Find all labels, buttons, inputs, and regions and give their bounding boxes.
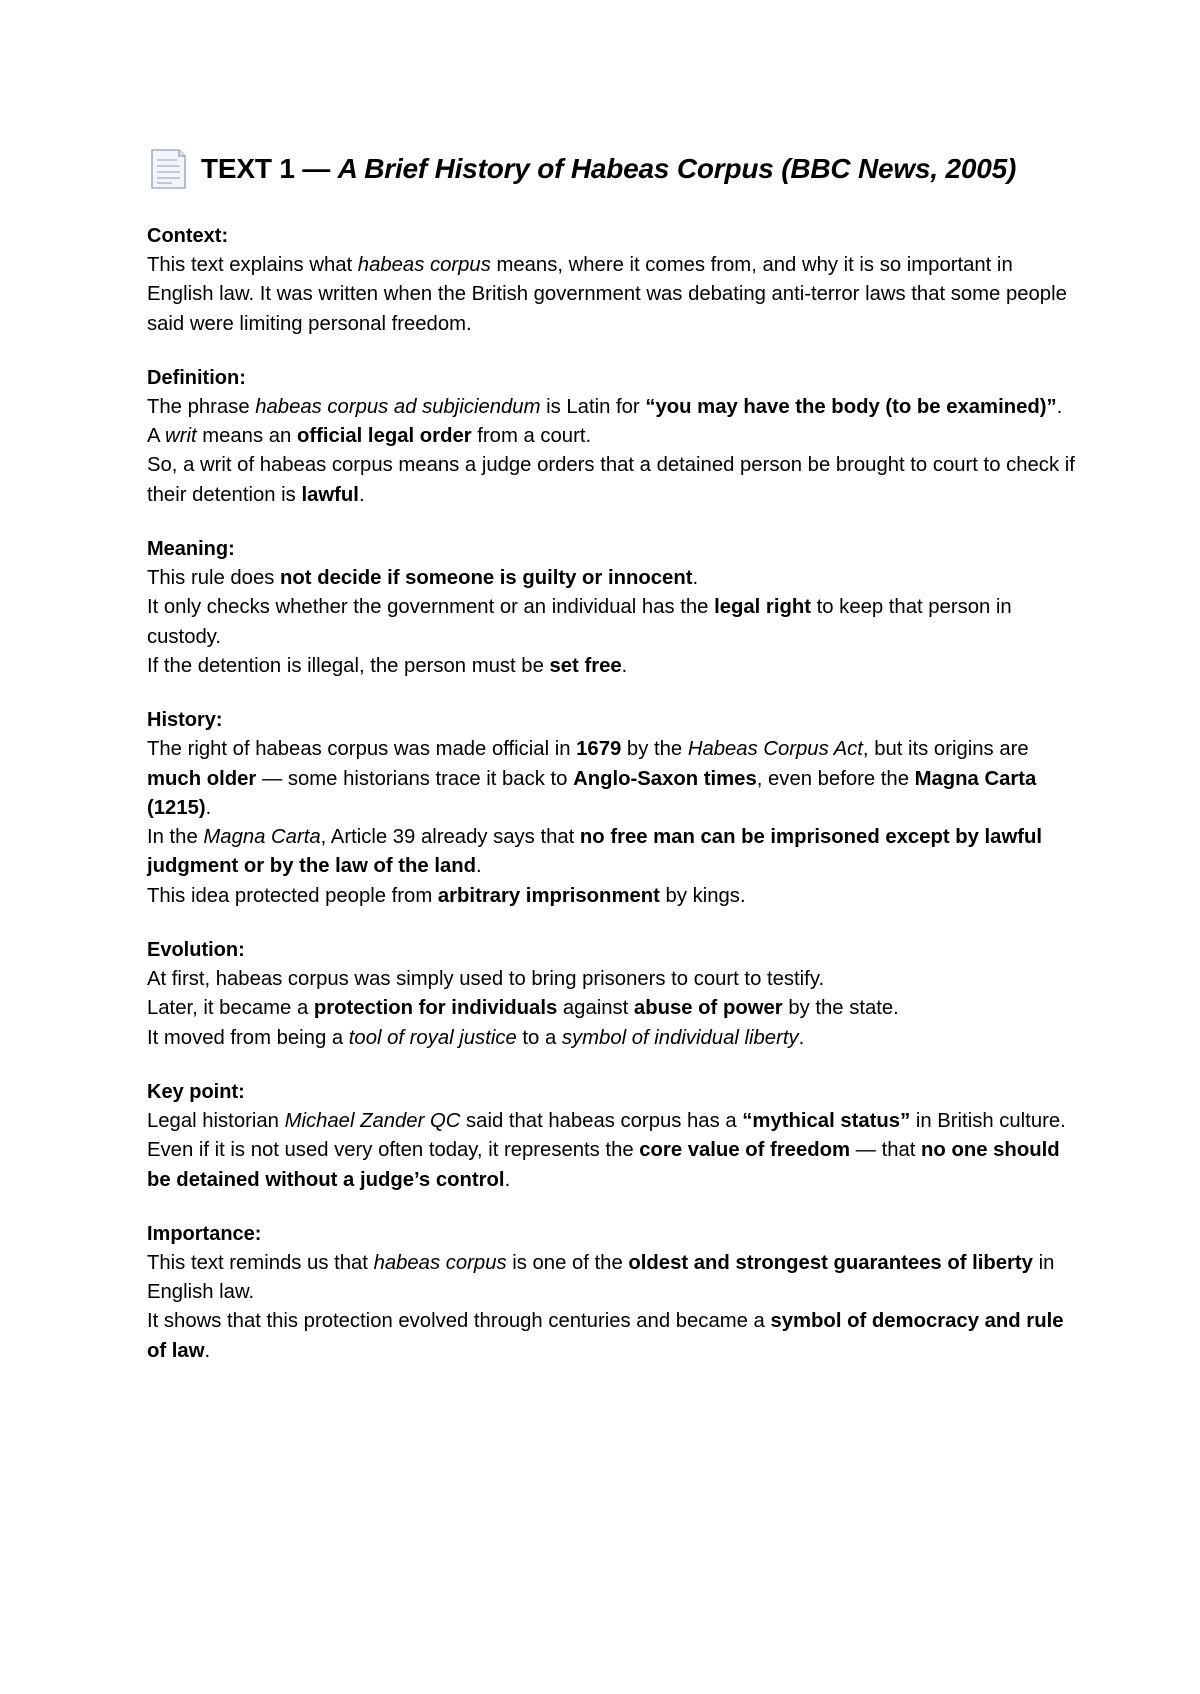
paragraph xyxy=(147,393,1077,422)
text-run: This text reminds us that xyxy=(147,1251,374,1274)
section-heading: Definition: xyxy=(147,366,246,389)
text-run: It only checks whether the government or an individual has the xyxy=(147,596,715,619)
text-run: The phrase xyxy=(147,395,256,418)
text-run: by the state. xyxy=(782,997,899,1020)
italic-text: habeas corpus xyxy=(357,254,491,276)
text-run: This rule does xyxy=(147,567,281,590)
bold-text: Magna Carta (1215) xyxy=(147,767,1037,819)
paragraph xyxy=(147,652,1077,681)
section-heading: Context: xyxy=(147,225,229,247)
paragraph xyxy=(147,564,1077,593)
bold-text: no one should be detained without a judge’s control xyxy=(147,1139,1060,1191)
section-heading: Key point: xyxy=(147,1080,245,1103)
paragraph xyxy=(147,1107,1077,1136)
paragraph xyxy=(147,422,1077,451)
text-run: . xyxy=(692,567,699,590)
text-run: . xyxy=(476,855,482,878)
italic-text: tool of royal justice xyxy=(348,1026,517,1049)
text-run: This idea protected people from xyxy=(147,884,438,907)
paragraph xyxy=(147,823,1077,882)
section-heading: Evolution: xyxy=(147,939,245,962)
text-run: to keep that person in custody. xyxy=(147,596,1012,648)
italic-text: Habeas Corpus Act xyxy=(687,738,863,761)
paragraph xyxy=(147,1307,1077,1366)
document-page xyxy=(147,140,1077,1391)
paragraph xyxy=(147,735,1077,823)
text-run: means an xyxy=(196,425,297,448)
text-run: Later, it became a xyxy=(147,997,314,1020)
section-key-point xyxy=(147,1078,1077,1195)
text-run: in British culture. xyxy=(910,1109,1066,1132)
text-run: , Article 39 already says that xyxy=(320,826,580,849)
paragraph xyxy=(147,1136,1077,1195)
text-run: from a court. xyxy=(471,425,592,448)
text-run: by the xyxy=(621,738,688,761)
bold-text: no free man can be imprisoned except by lawful judgment or by the law of the land xyxy=(147,826,1043,878)
italic-text: writ xyxy=(165,425,197,448)
paragraph xyxy=(147,593,1077,652)
text-run: The right of habeas corpus was made official in xyxy=(147,738,577,761)
section-heading: History: xyxy=(147,709,223,732)
bold-text: lawful xyxy=(301,483,359,506)
text-run: . xyxy=(798,1026,805,1049)
text-run: — some historians trace it back to xyxy=(256,767,574,790)
text-run: to a xyxy=(516,1026,562,1049)
section-meaning xyxy=(147,535,1077,681)
italic-text: symbol of individual liberty xyxy=(561,1026,799,1049)
section-heading: Importance: xyxy=(147,1222,262,1245)
text-run: means, where it comes from, and why it is so important in English law. It was written when the British government was debating anti-terror laws that some people said were limiting personal freedom. xyxy=(147,254,1067,335)
section-definition xyxy=(147,364,1077,510)
text-run: At first, habeas corpus was simply used to bring prisoners to court to testify. xyxy=(147,968,825,991)
paragraph xyxy=(147,251,1077,339)
section-heading: Meaning: xyxy=(147,538,235,561)
bold-text: legal right xyxy=(714,596,811,619)
text-run: , but its origins are xyxy=(862,738,1029,761)
text-run: , even before the xyxy=(756,767,915,790)
bold-text: core value of freedom xyxy=(639,1139,851,1162)
section-history xyxy=(147,706,1077,911)
text-run: Even if it is not used very often today, it represents the xyxy=(147,1139,640,1162)
italic-text: habeas corpus xyxy=(373,1251,507,1274)
paragraph xyxy=(147,965,1077,994)
text-run: . xyxy=(504,1168,511,1191)
document-title xyxy=(201,153,1016,185)
bold-text: “mythical status” xyxy=(742,1109,911,1132)
text-run: It moved from being a xyxy=(147,1026,349,1049)
text-run: is one of the xyxy=(506,1251,629,1274)
text-run: in English law. xyxy=(147,1251,1055,1304)
text-run: This text explains what xyxy=(147,254,358,276)
text-run: . xyxy=(1056,395,1063,418)
text-run: Legal historian xyxy=(147,1109,285,1132)
text-run: said that habeas corpus has a xyxy=(460,1109,743,1132)
bold-text: protection for individuals xyxy=(313,997,558,1020)
text-run: It shows that this protection evolved through centuries and became a xyxy=(147,1310,771,1333)
text-run: — that xyxy=(850,1139,922,1162)
italic-text: Michael Zander QC xyxy=(284,1109,461,1132)
bold-text: Anglo-Saxon times xyxy=(573,767,757,790)
text-run: is Latin for xyxy=(540,395,646,418)
paragraph xyxy=(147,994,1077,1023)
text-run: . xyxy=(204,1339,211,1362)
paragraph xyxy=(147,882,1077,911)
section-context xyxy=(147,222,1077,339)
bold-text: arbitrary imprisonment xyxy=(437,884,660,907)
document-icon xyxy=(147,147,189,191)
italic-text: Magna Carta xyxy=(203,826,321,849)
text-run: In the xyxy=(147,826,204,849)
text-run: A xyxy=(147,425,166,448)
paragraph xyxy=(147,1249,1077,1308)
text-run: . xyxy=(358,483,365,506)
section-evolution xyxy=(147,936,1077,1053)
bold-text: symbol of democracy and rule of law xyxy=(147,1310,1064,1362)
sections-container xyxy=(147,222,1077,1366)
bold-text: much older xyxy=(147,767,257,790)
title-main: A Brief History of Habeas Corpus (BBC News, 2005) xyxy=(337,153,1017,184)
text-run: . xyxy=(205,796,212,819)
title-prefix: TEXT 1 — xyxy=(201,153,338,184)
bold-text: official legal order xyxy=(296,425,472,448)
text-run: by kings. xyxy=(659,884,746,907)
text-run: against xyxy=(557,997,634,1020)
section-importance xyxy=(147,1220,1077,1366)
paragraph xyxy=(147,1024,1077,1053)
bold-text: abuse of power xyxy=(633,997,783,1020)
bold-text: oldest and strongest guarantees of liberty xyxy=(628,1251,1033,1274)
bold-text: 1679 xyxy=(576,738,622,761)
text-run: So, a writ of habeas corpus means a judge orders that a detained person be brought to court to check if their detention is xyxy=(147,454,1075,506)
bold-text: not decide if someone is guilty or innocent xyxy=(280,567,693,590)
document-title-row xyxy=(147,140,1077,198)
italic-text: habeas corpus ad subjiciendum xyxy=(255,395,541,418)
bold-text: “you may have the body (to be examined)” xyxy=(645,395,1057,418)
text-run: . xyxy=(621,654,628,677)
bold-text: set free xyxy=(549,654,622,677)
paragraph xyxy=(147,451,1077,510)
text-run: If the detention is illegal, the person must be xyxy=(147,654,550,677)
